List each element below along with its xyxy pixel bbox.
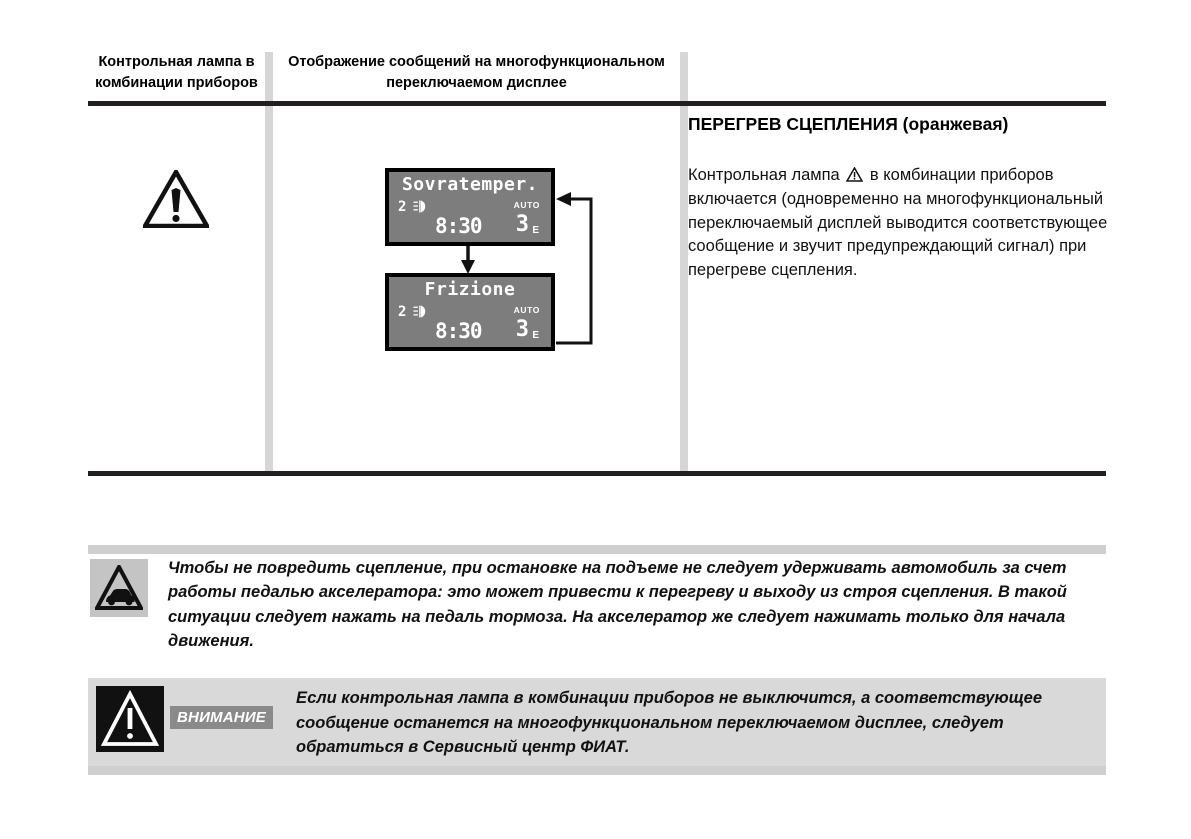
lcd-gear-left-value: 2: [398, 199, 407, 215]
warning-bottom-bar: [88, 766, 1106, 775]
lcd-clock-value: 8:30: [435, 214, 482, 238]
lcd-gear-value: 3: [515, 317, 529, 342]
lcd-message-text: Sovratemper.: [401, 174, 539, 195]
warning-text: Чтобы не повредить сцепление, при остановке на подъеме не следует удерживать автомобиль за счет работы педалью акселератора: это может привести к перегреву и выходу из строя сцепления. В такой ситуации следует нажать на педаль тормоза. На акселератор же следует нажимать только для начала движения.: [168, 559, 1067, 650]
description-body: [688, 164, 1108, 283]
warning-triangle-icon: [846, 167, 863, 182]
description-cell: [688, 106, 1106, 471]
headlight-beam-icon: [413, 199, 435, 214]
display-panel-clutch: [385, 273, 555, 351]
lcd-auto-label: AUTO: [513, 305, 540, 315]
lcd-auto-label: AUTO: [513, 200, 540, 210]
lcd-gear-left-value: 2: [398, 304, 407, 320]
table-bottom-rule: [88, 471, 1106, 476]
display-cycle-cell: [273, 106, 680, 471]
description-text-before: Контрольная лампа: [688, 166, 845, 184]
display-panel-overtemp: [385, 168, 555, 246]
warning-block-attention: [88, 678, 1106, 766]
warning-text: Если контрольная лампа в комбинации приборов не выключится, а соответствующее сообщение останется на многофункциональном переключаемом дисплее, следует обратиться в Сервисный центр ФИАТ.: [296, 689, 1043, 757]
column-header-display: Отображение сообщений на многофункциональном переключаемом дисплее: [288, 54, 665, 91]
lcd-clock-value: 8:30: [435, 319, 482, 343]
lcd-message-text: Frizione: [424, 279, 516, 300]
column-divider-left: [265, 52, 273, 476]
telltale-table: [88, 52, 1106, 476]
headlight-beam-icon: [413, 304, 435, 319]
column-divider-right: [680, 52, 688, 476]
warning-icon-box: [90, 559, 148, 617]
description-text-after: в комбинации приборов включается (одновременно на многофункциональный переключаемый дисплей выводится соответствующее сообщение и звучит предупреждающий сигнал) при перегреве сцепления.: [688, 166, 1108, 279]
warning-triangle-icon: [143, 170, 209, 228]
lcd-gear-value: 3: [515, 212, 529, 237]
column-header-telltale: Контрольная лампа в комбинации приборов: [95, 54, 258, 91]
lcd-gear-mode: E: [532, 330, 539, 341]
description-title: ПЕРЕГРЕВ СЦЕПЛЕНИЯ (оранжевая): [688, 114, 1009, 134]
attention-badge: ВНИМАНИЕ: [170, 706, 273, 729]
warning-top-bar: [88, 545, 1106, 554]
lcd-gear-mode: E: [532, 225, 539, 236]
car-on-slope-triangle-icon: [95, 565, 143, 611]
attention-triangle-icon: [96, 686, 164, 752]
telltale-cell: [88, 106, 265, 471]
warning-block-damage: [88, 545, 1106, 660]
